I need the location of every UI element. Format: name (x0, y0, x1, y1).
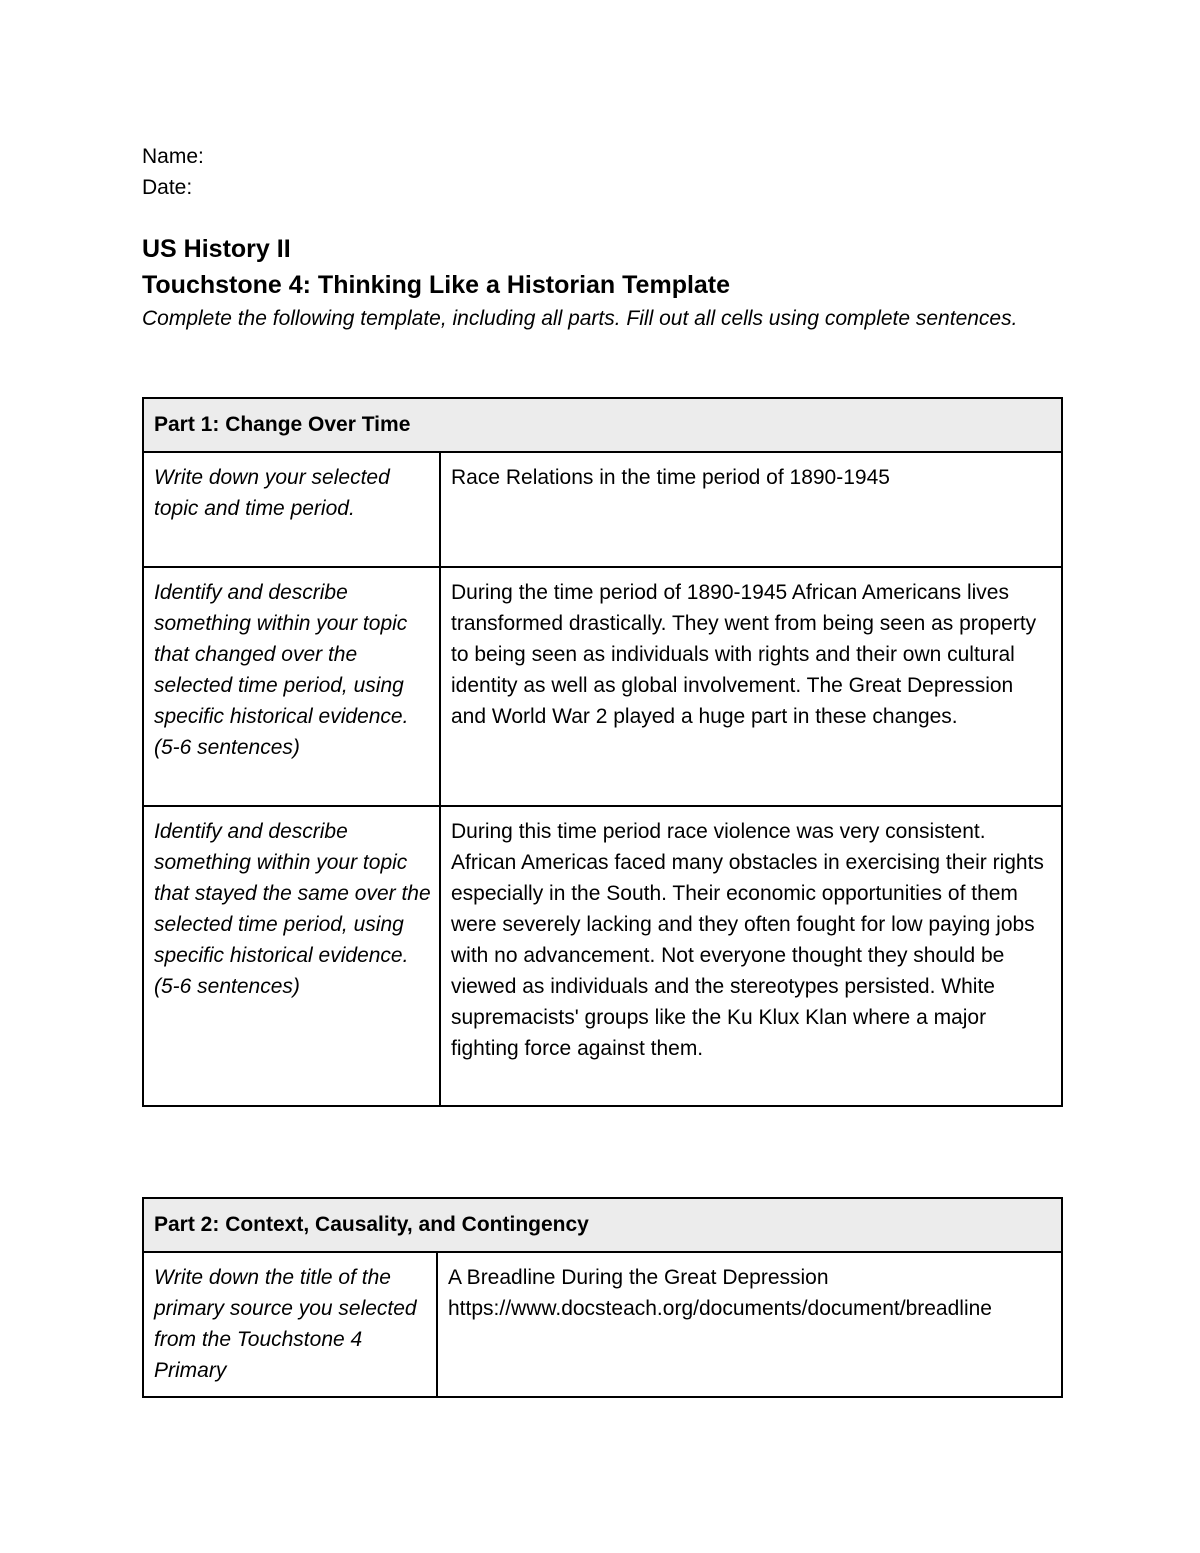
name-label: Name: (142, 145, 204, 168)
table-row (143, 452, 1062, 567)
prompt-cell: Write down your selected topic and time period. (143, 452, 440, 567)
part1-heading: Part 1: Change Over Time (143, 398, 1062, 452)
date-label: Date: (142, 176, 193, 199)
table-row (143, 806, 1062, 1106)
part1-header-row (143, 398, 1062, 452)
response-cell[interactable]: During this time period race violence was very consistent. African Americas faced many obstacles in exercising their rights especially in the South. Their economic opportunities of them were severely lacking and they often fought for low paying jobs with no advancement. Not everyone thought they should be viewed as individuals and the stereotypes persisted. White supremacists' groups like the Ku Klux Klan where a major fighting force against them. (440, 806, 1062, 1106)
response-cell[interactable] (437, 1252, 1062, 1397)
response-cell[interactable]: Race Relations in the time period of 1890-1945 (440, 452, 1062, 567)
part2-header-row (143, 1198, 1062, 1252)
part2-heading: Part 2: Context, Causality, and Contingency (143, 1198, 1062, 1252)
assignment-title: Touchstone 4: Thinking Like a Historian Template (142, 271, 731, 299)
part1-table (142, 397, 1063, 1107)
response-cell[interactable]: During the time period of 1890-1945 African Americans lives transformed drastically. They went from being seen as property to being seen as individuals with rights and their own cultural identity as well as global involvement. The Great Depression and World War 2 played a huge part in these changes. (440, 567, 1062, 806)
source-title: A Breadline During the Great Depression (448, 1266, 829, 1289)
course-title: US History II (142, 235, 291, 263)
table-row (143, 567, 1062, 806)
table-row (143, 1252, 1062, 1397)
prompt-cell: Identify and describe something within your topic that changed over the selected time period, using specific historical evidence. (5-6 sentences) (143, 567, 440, 806)
instructions: Complete the following template, including all parts. Fill out all cells using complete sentences. (142, 307, 1018, 330)
prompt-cell: Write down the title of the primary source you selected from the Touchstone 4 Primary (143, 1252, 437, 1397)
source-url[interactable]: https://www.docsteach.org/documents/document/breadline (448, 1297, 992, 1320)
prompt-cell: Identify and describe something within your topic that stayed the same over the selected time period, using specific historical evidence. (5-6 sentences) (143, 806, 440, 1106)
part2-table (142, 1197, 1063, 1398)
